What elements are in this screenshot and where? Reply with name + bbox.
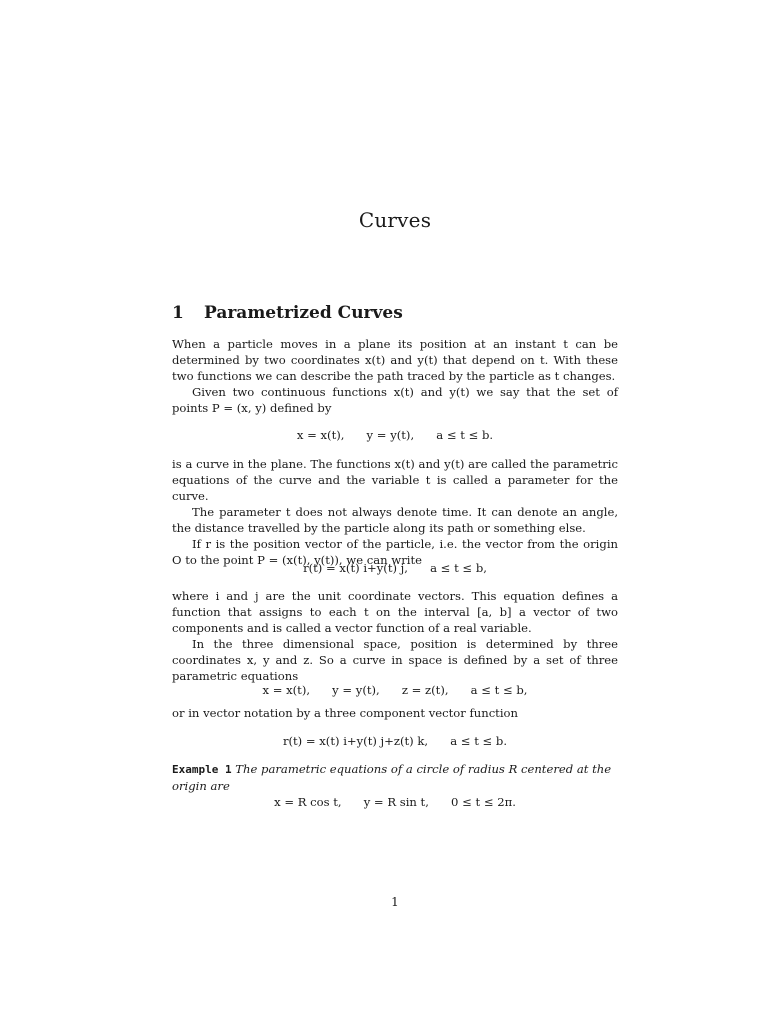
paragraph-parameter-meaning: The parameter t does not always denote time. It can denote an angle, the distance travelled by the particle along its path or something else. (172, 505, 618, 535)
paragraph-vector-notation: or in vector notation by a three component vector function (172, 706, 518, 720)
example-statement: The parametric equations of a circle of radius R centered at the origin are (172, 762, 612, 793)
example-block (172, 761, 618, 794)
paragraph-unit-vectors: where i and j are the unit coordinate vectors. This equation defines a function that assigns to each t on the interval [a, b] a vector of two components and is called a vector function of a real variable. (172, 589, 618, 635)
paragraph-continuous-functions: Given two continuous functions x(t) and y(t) we say that the set of points P = (x, y) defined by (172, 385, 618, 415)
body-text-block-2 (172, 456, 618, 568)
body-text-block-3 (172, 588, 618, 684)
page-number: 1 (391, 895, 399, 909)
section-title: Parametrized Curves (204, 303, 403, 323)
paragraph-position-vector: If r is the position vector of the particle, i.e. the vector from the origin O to the point P = (x(t), y(t)), we can write (172, 537, 618, 567)
equation-parametric-space: x = x(t), y = y(t), z = z(t), a ≤ t ≤ b, (262, 683, 528, 697)
equation-circle: x = R cos t, y = R sin t, 0 ≤ t ≤ 2π. (274, 795, 516, 809)
section-number: 1 (172, 303, 184, 323)
document-title: Curves (358, 208, 432, 232)
equation-vector-space: r(t) = x(t) i+y(t) j+z(t) k, a ≤ t ≤ b. (282, 734, 508, 748)
equation-vector-plane: r(t) = x(t) i+y(t) j, a ≤ t ≤ b, (303, 561, 487, 575)
paragraph-three-dimensional: In the three dimensional space, position is determined by three coordinates x, y and z. So a curve in space is defined by a set of three parametric equations (172, 637, 618, 683)
equation-parametric-plane: x = x(t), y = y(t), a ≤ t ≤ b. (296, 428, 494, 442)
section-heading (172, 303, 403, 323)
example-label: Example 1 (172, 763, 232, 776)
body-text-block-4 (172, 705, 618, 721)
body-text-block-1 (172, 336, 618, 416)
paragraph-curve-definition: is a curve in the plane. The functions x(t) and y(t) are called the parametric equations of the curve and the variable t is called a parameter for the curve. (172, 457, 618, 503)
paragraph-intro: When a particle moves in a plane its position at an instant t can be determined by two coordinates x(t) and y(t) that depend on t. With these two functions we can describe the path traced by the particle as t changes. (172, 337, 618, 383)
